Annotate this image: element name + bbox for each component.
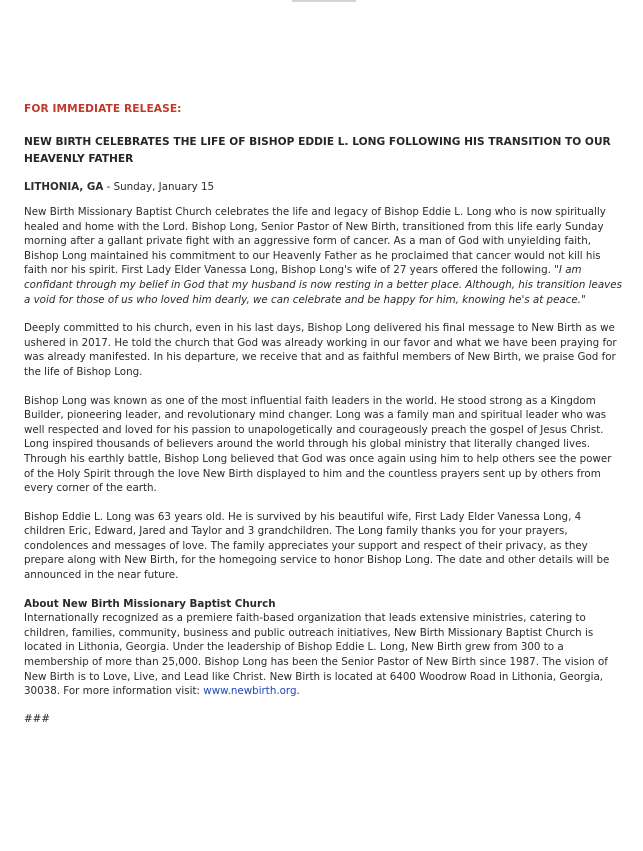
about-section-text: Internationally recognized as a premiere faith-based organization that leads extensive ministries, catering to children, families, community, business and public outreach initiatives, New Birth Missionary Baptist Church is located in Lithonia, Georgia. Under the leadership of Bishop Eddie L. Long, New Birth grew from 300 to a membership of more than 25,000. Bishop Long has been the Senior Pastor of New Birth since 1987. The vision of New Birth is to Love, Live, and Lead like Christ. New Birth is located at 6400 Woodrow Road in Lithonia, Georgia, 30038. For more information visit: [24,612,608,698]
release-label: FOR IMMEDIATE RELEASE: [24,103,182,115]
press-release-document [24,103,624,725]
about-section-link-suffix: . [296,685,300,698]
paragraph-announcement [24,205,624,307]
about-section-title: About New Birth Missionary Baptist Church [24,597,276,610]
paragraph-final-message: Deeply committed to his church, even in his last days, Bishop Long delivered his final message to New Birth as we ushered in 2017. He told the church that God was already working in our favor and what we have been praying for was already manifested. In his departure, we receive that and as faithful members of New Birth, we praise God for the life of Bishop Long. [24,322,617,378]
paragraph-legacy: Bishop Long was known as one of the most influential faith leaders in the world. He stood strong as a Kingdom Builder, pioneering leader, and revolutionary mind changer. Long was a family man and spiritual leader who was well respected and loved for his passion to unapologetically and courageously preach the gospel of Jesus Christ. Long inspired thousands of believers around the world through his global ministry that literally changed lives. Through his earthly battle, Bishop Long believed that God was once again using him to help others see the power of the Holy Spirit through the love New Birth displayed to him and the countless prayers sent up by others from every corner of the earth. [24,394,612,495]
dateline-date: - Sunday, January 15 [103,181,215,193]
first-lady-quote: "I am confidant through my belief in God that my husband is now resting in a better place. Although, his transition leaves a void for those of us who loved him dearly, we can celebrate and be happy for him, knowing he's at peace." [24,264,622,306]
headline: NEW BIRTH CELEBRATES THE LIFE OF BISHOP EDDIE L. LONG FOLLOWING HIS TRANSITION TO OUR HEAVENLY FATHER [24,136,611,165]
paragraph-announcement-text: New Birth Missionary Baptist Church celebrates the life and legacy of Bishop Eddie L. Long who is now spiritually healed and home with the Lord. Bishop Long, Senior Pastor of New Birth, transitioned from this life early Sunday morning after a gallant private fight with an aggressive form of cancer. As a man of God with unyielding faith, Bishop Long maintained his commitment to our Heavenly Father as he proclaimed that cancer would not kill his faith nor his spirit. First Lady Elder Vanessa Long, Bishop Long's wife of 27 years offered the following. [24,206,606,277]
scan-top-artifact [292,0,356,2]
dateline-place: LITHONIA, GA [24,181,104,193]
website-link[interactable]: www.newbirth.org [203,685,297,698]
dateline [24,181,624,193]
end-of-release-mark: ### [24,712,50,725]
about-section-body [24,611,624,699]
paragraph-family: Bishop Eddie L. Long was 63 years old. He is survived by his beautiful wife, First Lady Elder Vanessa Long, 4 children Eric, Edward, Jared and Taylor and 3 grandchildren. The Long family thanks you for your prayers, condolences and messages of love. The family appreciates your support and respect of their privacy, as they prepare along with New Birth, for the homegoing service to honor Bishop Long. The date and other details will be announced in the near future. [24,510,610,582]
